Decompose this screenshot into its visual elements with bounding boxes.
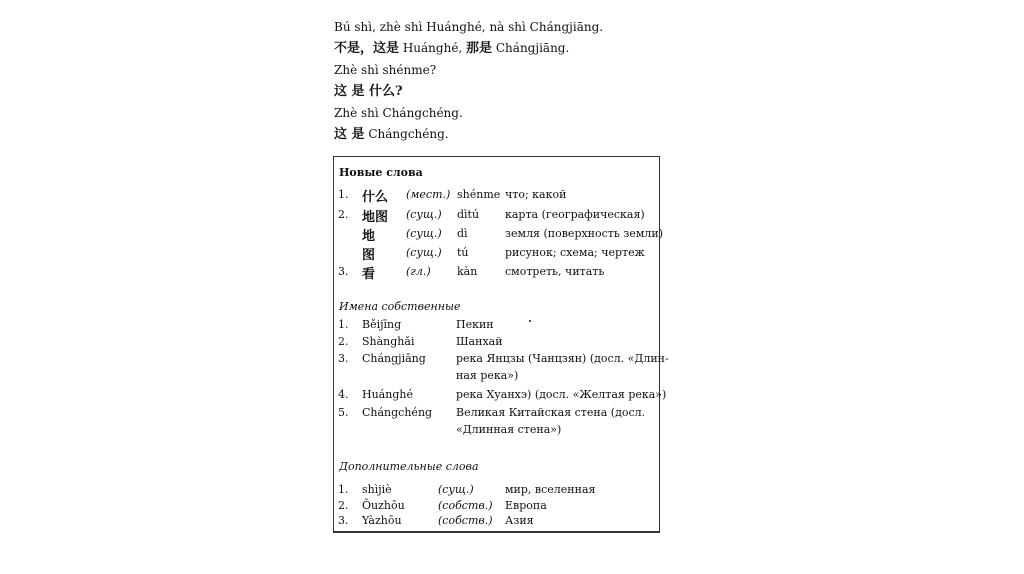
name-translation: река Хуанхэ) (досл. «Желтая река») [456, 388, 667, 401]
proper-names-title: Имена собственные [339, 300, 461, 313]
extra-pos: (сущ.) [438, 483, 474, 496]
word-pos: (сущ.) [406, 208, 442, 221]
name-translation: Шанхай [456, 335, 503, 348]
word-translation: смотреть, читать [505, 265, 605, 278]
word-hanzi: 看 [362, 267, 376, 282]
sentence-1-hanzi [334, 37, 569, 56]
word-hanzi: 什么 [362, 190, 389, 205]
word-pinyin: tú [457, 246, 469, 259]
name-translation: Великая Китайская стена (досл. [456, 406, 646, 419]
name-translation: река Янцзы (Чанцзян) (досл. «Длин- [456, 352, 669, 365]
sentence-1-pinyin: Bú shì, zhè shì Huánghé, nà shì Chángjiāng. [334, 20, 604, 34]
extra-number: 2. [338, 499, 349, 512]
extra-translation: мир, вселенная [505, 483, 596, 496]
word-hanzi: 图 [362, 248, 376, 263]
extra-pinyin: Yàzhōu [362, 514, 402, 527]
word-hanzi: 地 [362, 229, 376, 244]
word-pos: (мест.) [406, 188, 451, 201]
sentence-2-hanzi: 这 是 什么? [334, 84, 403, 99]
name-number: 1. [338, 318, 349, 331]
name-translation: Пекин [456, 318, 494, 331]
extra-pinyin: Ōuzhōu [362, 499, 405, 512]
extra-pos: (собств.) [438, 499, 493, 512]
name-number: 3. [338, 352, 349, 365]
word-number: 2. [338, 208, 349, 221]
name-number: 4. [338, 388, 349, 401]
word-pinyin: dìtú [457, 208, 480, 221]
hanzi-b: 那是 [466, 41, 493, 56]
word-number: 1. [338, 188, 349, 201]
name-pinyin: Shànghǎi [362, 335, 415, 348]
name-pinyin: Huánghé [362, 388, 413, 401]
sentence-3-pinyin: Zhè shì Chángchéng. [334, 106, 463, 120]
hanzi-mid: Huánghé, [399, 41, 467, 55]
hanzi-a: 不是，这是 [334, 41, 400, 56]
word-pinyin: kàn [457, 265, 478, 278]
word-translation: земля (поверхность земли) [505, 227, 664, 240]
hanzi-a: 这 是 [334, 127, 365, 142]
word-pos: (гл.) [406, 265, 431, 278]
extra-pinyin: shìjiè [362, 483, 392, 496]
word-number: 3. [338, 265, 349, 278]
name-number: 5. [338, 406, 349, 419]
word-pos: (сущ.) [406, 227, 442, 240]
extra-translation: Европа [505, 499, 547, 512]
name-translation-cont: «Длинная стена») [456, 423, 562, 436]
name-pinyin: Běijīng [362, 318, 402, 331]
word-hanzi: 地图 [362, 210, 389, 225]
extra-pos: (собств.) [438, 514, 493, 527]
name-pinyin: Chángjiāng [362, 352, 426, 365]
word-translation: что; какой [505, 188, 567, 201]
sentence-2-pinyin: Zhè shì shénme? [334, 63, 437, 77]
word-translation: рисунок; схема; чертеж [505, 246, 645, 259]
word-pinyin: dì [457, 227, 468, 240]
hanzi-tail: Chángchéng. [364, 127, 449, 141]
speck-mark [529, 320, 531, 322]
name-pinyin: Chángchéng [362, 406, 433, 419]
new-words-title: Новые слова [339, 166, 423, 179]
name-number: 2. [338, 335, 349, 348]
extra-words-title: Дополнительные слова [339, 460, 479, 473]
name-translation-cont: ная река») [456, 369, 519, 382]
extra-number: 1. [338, 483, 349, 496]
word-pos: (сущ.) [406, 246, 442, 259]
extra-translation: Азия [505, 514, 534, 527]
word-translation: карта (географическая) [505, 208, 645, 221]
sentence-3-hanzi [334, 123, 449, 142]
word-pinyin: shénme [457, 188, 501, 201]
extra-number: 3. [338, 514, 349, 527]
hanzi-tail: Chángjiāng. [492, 41, 570, 55]
